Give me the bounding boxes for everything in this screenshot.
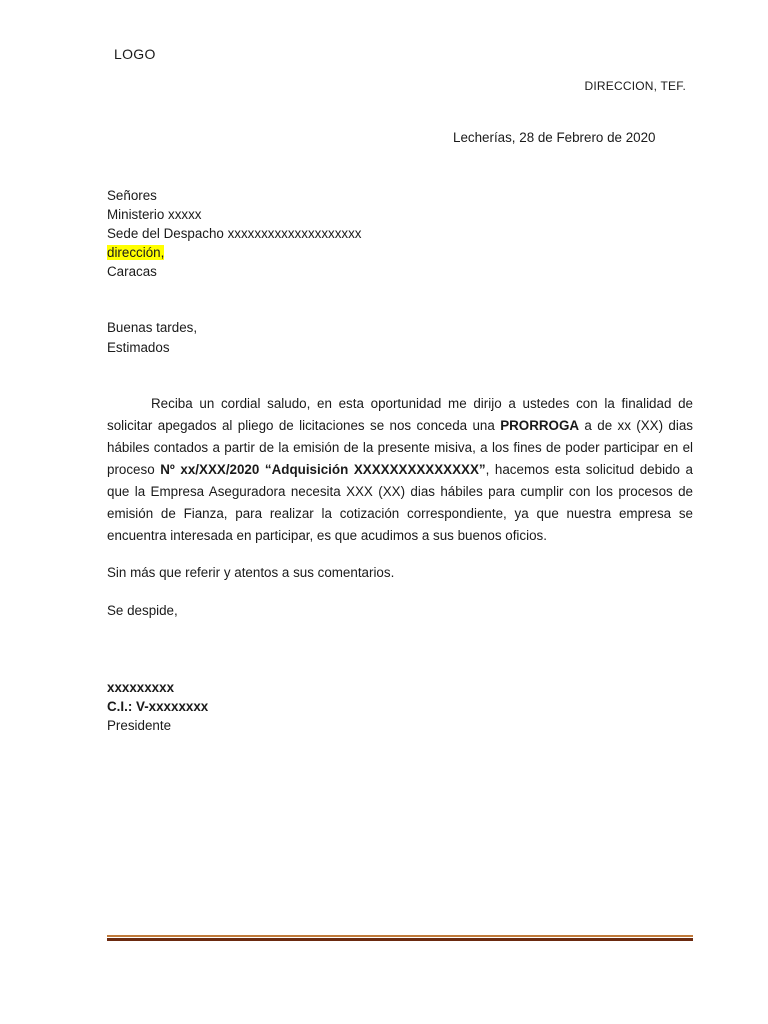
recipient-line: Ministerio xxxxx xyxy=(107,207,202,222)
body-text: a de xx (XX) dias hábiles contados a partir de la emisión de la presente misiva, a los fines de poder participar en el proceso xyxy=(107,418,693,477)
recipient-line: Caracas xyxy=(107,264,157,279)
body-text: , hacemos esta solicitud debido a que la Empresa Aseguradora necesita XXX (XX) dias hábiles para cumplir con los procesos de emisión de Fianza, para realizar la cotización correspondiente, ya que nuestra empresa se encuentra interesada en participar, es que acudimos a sus buenos oficios. xyxy=(107,462,693,543)
date-line: Lecherías, 28 de Febrero de 2020 xyxy=(453,130,656,145)
greeting-line: Buenas tardes, xyxy=(107,320,198,335)
recipient-address-highlighted: dirección, xyxy=(107,245,165,260)
body-paragraph xyxy=(107,393,693,547)
greeting-line: Estimados xyxy=(107,340,170,355)
header-address: DIRECCION, TEF. xyxy=(584,79,686,93)
recipient-block xyxy=(107,186,362,281)
logo-placeholder: LOGO xyxy=(114,46,156,62)
footer-divider xyxy=(107,935,693,941)
footer-rule-dark xyxy=(107,938,693,941)
signature-title: Presidente xyxy=(107,718,172,733)
signature-block xyxy=(107,678,208,735)
body-bold-process: Nº xx/XXX/2020 “Adquisición XXXXXXXXXXXXXX” xyxy=(160,462,486,477)
recipient-line: Señores xyxy=(107,188,157,203)
body-text: Reciba un cordial saludo, en esta oportunidad me dirijo a ustedes con la finalidad de solicitar apegados al pliego de licitaciones se nos conceda una xyxy=(107,396,693,433)
greeting-block xyxy=(107,318,197,358)
signature-id: C.I.: V-xxxxxxxx xyxy=(107,699,209,714)
closing-line: Sin más que referir y atentos a sus comentarios. xyxy=(107,565,395,580)
signature-name: xxxxxxxxx xyxy=(107,680,175,695)
farewell-line: Se despide, xyxy=(107,603,178,618)
body-bold-prorroga: PRORROGA xyxy=(500,418,580,433)
recipient-line: Sede del Despacho xxxxxxxxxxxxxxxxxxxx xyxy=(107,226,362,241)
